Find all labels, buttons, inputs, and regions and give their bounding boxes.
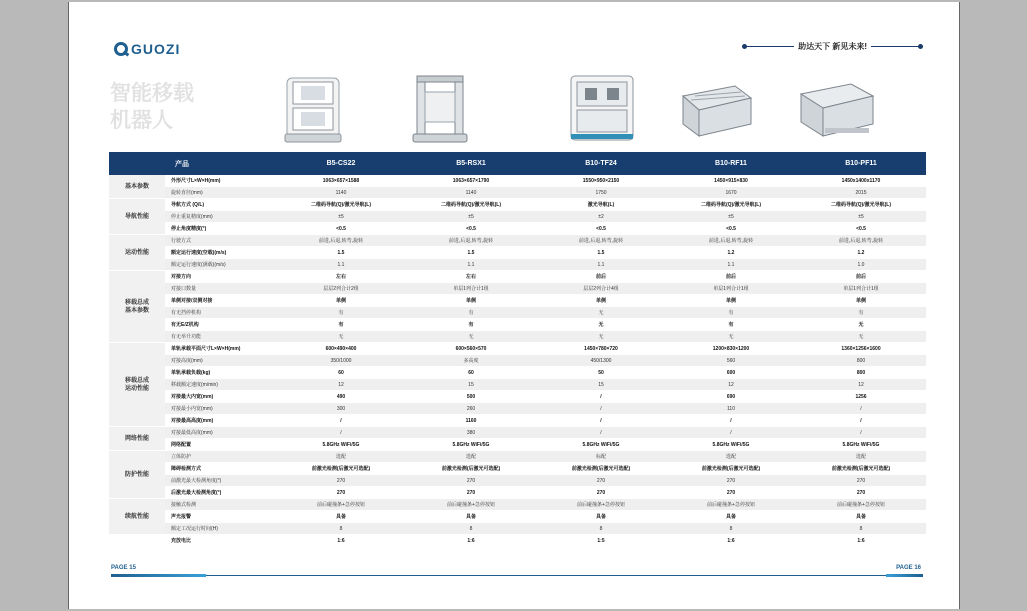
row-value-cell: 1140 [335,189,347,196]
row-value-cell: ±2 [598,213,604,220]
table-row [165,175,926,187]
table-row [165,199,926,211]
row-value-cell: / [860,405,862,412]
row-value-cell: 500 [466,393,476,400]
row-value-cell: 350/1000 [330,357,352,364]
table-row [165,331,926,343]
row-value-cell: 490 [336,393,346,400]
row-item-label: 额定运行速度(满载)(m/s) [171,262,226,268]
row-value-cell: 1550×950×2150 [582,177,620,184]
table-row [165,427,926,439]
robot-pf11-image [795,72,877,148]
row-value-cell: 1750 [595,189,607,196]
robot-cs22-image [273,72,355,148]
row-value-cell: 层层2列合计2组 [323,286,359,292]
row-value-cell: 1.2 [727,249,735,256]
page-number-right: PAGE 16 [896,565,921,571]
header-product: B10-PF11 [845,160,877,167]
row-value-cell: 5.8GHz WiFi/5G [582,441,620,448]
row-value-cell: 激光导航(L) [587,202,615,208]
table-row [165,235,926,247]
row-value-cell: / [600,429,602,436]
table-row [165,391,926,403]
row-value-cell: 270 [336,489,346,496]
row-value-cell: <0.5 [726,225,736,232]
row-value-cell: 层层2列合计4组 [583,286,619,292]
row-value-cell: 1:6 [857,537,865,544]
row-value-cell: / [600,417,602,424]
row-value-cell: 8 [599,525,603,532]
row-item-label: 单侧对接/双侧对接 [171,298,213,304]
row-value-cell: 1.5 [467,249,475,256]
row-value-cell: 270 [466,477,476,484]
table-row [165,247,926,259]
row-value-cell: 无 [598,322,604,328]
row-item-label: 旋转直径(mm) [171,190,203,196]
robot-rsx1-image [399,72,481,148]
logo-q-icon [114,42,128,56]
row-value-cell: 450/1300 [590,357,612,364]
row-value-cell: 270 [466,489,476,496]
row-value-cell: 12 [728,381,734,388]
category-label: 移载总成 运动性能 [124,378,149,392]
robot-rf11-image [675,72,757,148]
row-value-cell: / [860,429,862,436]
row-item-label: 单轨承载负载(kg) [171,370,211,376]
row-value-cell: 1140 [465,189,477,196]
row-value-cell: 标配 [595,454,606,460]
row-item-label: 行驶方式 [171,238,192,244]
row-value-cell: / [730,417,732,424]
page-number-left: PAGE 15 [111,565,136,571]
row-value-cell: 1450×780×720 [584,345,618,352]
row-value-cell: 单层1列合计1组 [843,286,879,292]
table-row [165,343,926,355]
row-value-cell: 单侧 [595,298,606,304]
row-value-cell: 有 [728,322,734,328]
row-value-cell: 560 [726,357,736,364]
row-value-cell: 无 [728,334,734,340]
row-value-cell: 选配 [855,454,866,460]
row-item-label: 停止重复精度(mm) [171,214,213,220]
row-item-label: 对接最大内宽(mm) [171,394,214,400]
row-value-cell: 1.1 [337,261,345,268]
row-value-cell: 12 [338,381,344,388]
row-value-cell: 8 [729,525,733,532]
header-product-label: 产品 [175,160,189,168]
table-row [165,271,926,283]
row-value-cell: 1.5 [597,249,605,256]
row-value-cell: / [860,417,862,424]
row-value-cell: 多高度 [463,358,479,364]
table-row [165,475,926,487]
row-item-label: 对接口数量 [171,286,197,292]
row-value-cell: 380 [466,429,476,436]
row-value-cell: 前激光检测(后激光可选配) [311,466,371,472]
row-value-cell: ±5 [468,213,474,220]
row-value-cell: 前后 [595,274,606,280]
row-value-cell: 600×490×400 [325,345,357,352]
row-value-cell: 单层1列合计1组 [453,286,489,292]
row-value-cell: 260 [466,405,476,412]
table-row [165,295,926,307]
row-item-label: 停止角度精度(°) [171,226,207,232]
row-value-cell: 1.1 [467,261,475,268]
row-value-cell: 前后碰撞条+急停按钮 [447,502,495,508]
row-value-cell: 前进,后退,转弯,旋转 [708,238,754,244]
row-value-cell: 前进,后退,转弯,旋转 [838,238,884,244]
row-value-cell: 有 [468,322,474,328]
table-row [165,223,926,235]
table-row [165,439,926,451]
category-label: 运动性能 [124,250,149,256]
table-body [109,175,926,547]
row-value-cell: 1670 [725,189,737,196]
header-product: B10-RF11 [715,160,747,167]
row-value-cell: / [730,429,732,436]
row-value-cell: ±5 [858,213,864,220]
row-item-label: 额定工况运行时间(H) [171,526,218,532]
row-value-cell: 8 [469,525,473,532]
row-value-cell: 8 [339,525,343,532]
category-label: 导航性能 [124,214,149,220]
row-item-label: 有无E/Z机构 [171,322,199,328]
table-row [165,487,926,499]
title-line-2: 机器人 [110,109,173,132]
row-value-cell: 具备 [335,514,346,520]
row-item-label: 额定运行速度(空载)(m/s) [171,250,227,256]
row-value-cell: 600 [726,369,736,376]
row-value-cell: 二维码导航(Q)/激光导航(L) [311,202,371,208]
row-value-cell: 前后碰撞条+急停按钮 [707,502,755,508]
category-label: 网络性能 [124,436,149,442]
row-value-cell: / [340,429,342,436]
row-value-cell: ±5 [338,213,344,220]
row-value-cell: 1.5 [337,249,345,256]
table-row [165,403,926,415]
row-item-label: 充放电比 [171,538,192,544]
row-item-label: 移载额定速度(m/min) [171,382,218,388]
table-row [165,379,926,391]
row-value-cell: 8 [859,525,863,532]
row-value-cell: <0.5 [336,225,346,232]
row-value-cell: 前后碰撞条+急停按钮 [577,502,625,508]
row-item-label: 障碍检测方式 [171,466,202,472]
row-value-cell: 前后碰撞条+急停按钮 [837,502,885,508]
row-item-label: 对接最高高度(mm) [171,418,214,424]
row-value-cell: 前激光检测(后激光可选配) [701,466,761,472]
row-value-cell: 15 [598,381,604,388]
row-value-cell: 2015 [855,189,867,196]
row-value-cell: <0.5 [856,225,866,232]
table-row [165,511,926,523]
row-value-cell: 具备 [855,514,866,520]
slogan-text: 助达天下 新见未来! [798,42,867,51]
row-value-cell: 270 [336,477,346,484]
row-value-cell: 前进,后退,转弯,旋转 [318,238,364,244]
table-row [165,499,926,511]
row-item-label: 立体防护 [171,454,192,460]
row-value-cell: 1360×1256×1600 [841,345,881,352]
row-value-cell: 1.0 [857,261,865,268]
header-product: B5-CS22 [326,160,356,167]
row-value-cell: 前进,后退,转弯,旋转 [448,238,494,244]
row-value-cell: 1256 [855,393,867,400]
table-row [165,319,926,331]
slogan-line-left [742,46,794,47]
row-item-label: 网络配置 [171,442,192,448]
row-value-cell: ±5 [728,213,734,220]
row-value-cell: / [340,417,342,424]
row-item-label: 接触式检测 [171,502,197,508]
row-value-cell: 无 [598,310,604,316]
row-value-cell: 1:6 [727,537,735,544]
row-value-cell: 二维码导航(Q)/激光导航(L) [831,202,891,208]
row-value-cell: 无 [468,334,474,340]
header-product: B10-TF24 [585,160,617,167]
row-value-cell: 前进,后退,转弯,旋转 [578,238,624,244]
row-value-cell: 1200×830×1200 [712,345,750,352]
row-value-cell: 二维码导航(Q)/激光导航(L) [441,202,501,208]
table-row [165,535,926,547]
table-row [165,307,926,319]
row-value-cell: 1450×915×830 [714,177,748,184]
slogan [742,41,923,52]
table-row [165,451,926,463]
row-value-cell: 5.8GHz WiFi/5G [452,441,490,448]
row-value-cell: 15 [468,381,474,388]
page-title [110,80,194,134]
row-value-cell: 单侧 [725,298,736,304]
row-value-cell: 270 [726,477,736,484]
category-label: 续航性能 [124,514,149,520]
row-value-cell: 270 [856,489,866,496]
row-item-label: 单轨承载平面尺寸L×W×H(mm) [171,346,241,352]
row-value-cell: 270 [856,477,866,484]
row-value-cell: 前后 [855,274,866,280]
row-value-cell: 270 [596,477,606,484]
row-value-cell: 60 [338,369,344,376]
row-value-cell: 1063×657×1588 [322,177,360,184]
row-value-cell: <0.5 [466,225,476,232]
logo-text: GUOZI [131,41,181,57]
row-value-cell: 1450x1400x1170 [841,177,881,184]
row-value-cell: 单侧 [465,298,476,304]
row-value-cell: 单层1列合计1组 [713,286,749,292]
row-value-cell: 270 [726,489,736,496]
row-value-cell: 300 [336,405,346,412]
row-value-cell: 选配 [725,454,736,460]
slogan-line-right [871,46,923,47]
row-item-label: 对接方向 [171,274,192,280]
row-value-cell: 1063×657×1790 [452,177,490,184]
footer-bar-left-accent [111,574,206,577]
row-value-cell: 有 [728,310,734,316]
row-item-label: 有无挡停机构 [171,310,202,316]
table-row [165,367,926,379]
catalog-page [68,2,960,609]
row-value-cell: 600×560×570 [455,345,487,352]
footer-rule [206,575,886,576]
row-value-cell: 前激光检测(后激光可选配) [571,466,631,472]
table-row [165,463,926,475]
row-value-cell: 具备 [465,514,476,520]
row-value-cell: 110 [727,405,735,412]
row-value-cell: 5.8GHz WiFi/5G [322,441,360,448]
brand-logo [114,41,180,57]
table-row [165,283,926,295]
row-value-cell: 1:5 [597,537,605,544]
row-value-cell: 1.1 [597,261,605,268]
row-value-cell: 选配 [335,454,346,460]
row-value-cell: 800 [856,357,866,364]
row-value-cell: 有 [468,310,474,316]
category-label: 移载总成 基本参数 [124,300,149,314]
row-item-label: 外形尺寸L×W×H(mm) [171,178,221,184]
row-value-cell: 60 [468,369,474,376]
row-value-cell: 690 [726,393,736,400]
row-value-cell: 800 [856,369,866,376]
row-value-cell: 无 [338,334,344,340]
header-product: B5-RSX1 [456,160,486,167]
footer-bar-right-accent [886,574,923,577]
row-value-cell: <0.5 [596,225,606,232]
spec-rows [165,175,926,547]
table-row [165,211,926,223]
row-value-cell: / [600,393,602,400]
robot-tf24-image [561,72,643,148]
row-value-cell: 50 [598,369,604,376]
title-line-1: 智能移载 [110,82,194,105]
row-value-cell: 无 [858,334,864,340]
table-row [165,415,926,427]
row-value-cell: 前后 [725,274,736,280]
row-item-label: 前激光最大检测角度(°) [171,478,222,484]
spec-table [109,152,926,547]
table-row [165,187,926,199]
row-value-cell: 前后碰撞条+急停按钮 [317,502,365,508]
table-row [165,523,926,535]
row-value-cell: 具备 [725,514,736,520]
row-value-cell: 选配 [465,454,476,460]
table-header [109,152,926,175]
row-value-cell: 1:6 [467,537,475,544]
row-value-cell: 12 [858,381,864,388]
row-value-cell: 有 [858,310,864,316]
row-value-cell: / [600,405,602,412]
category-label: 基本参数 [124,184,149,190]
row-item-label: 对接最低高度(mm) [171,430,213,436]
category-label: 防护性能 [124,472,149,478]
row-value-cell: 前激光检测(后激光可选配) [441,466,501,472]
table-row [165,259,926,271]
row-item-label: 对接高度(mm) [171,358,203,364]
row-value-cell: 270 [596,489,606,496]
row-item-label: 有无举升功能 [171,334,202,340]
table-row [165,355,926,367]
row-value-cell: 1:6 [337,537,345,544]
row-value-cell: 单侧 [855,298,866,304]
category-column [109,175,165,547]
row-value-cell: 无 [858,322,864,328]
row-value-cell: 无 [598,334,604,340]
row-value-cell: 具备 [595,514,606,520]
row-value-cell: 1160 [465,417,477,424]
row-value-cell: 5.8GHz WiFi/5G [842,441,880,448]
row-value-cell: 有 [338,310,344,316]
row-value-cell: 前激光检测(后激光可选配) [831,466,891,472]
row-item-label: 后激光最大检测角度(°) [171,490,222,496]
row-value-cell: 二维码导航(Q)/激光导航(L) [701,202,761,208]
row-value-cell: 1.2 [857,249,865,256]
row-value-cell: 左右 [335,274,346,280]
row-value-cell: 左右 [465,274,476,280]
row-item-label: 声光报警 [171,514,192,520]
row-value-cell: 5.8GHz WiFi/5G [712,441,750,448]
row-item-label: 导航方式 (Q/L) [171,202,205,208]
row-value-cell: 有 [338,322,344,328]
row-item-label: 对接最小内宽(mm) [171,406,213,412]
row-value-cell: 1.1 [727,261,735,268]
row-value-cell: 单侧 [335,298,346,304]
